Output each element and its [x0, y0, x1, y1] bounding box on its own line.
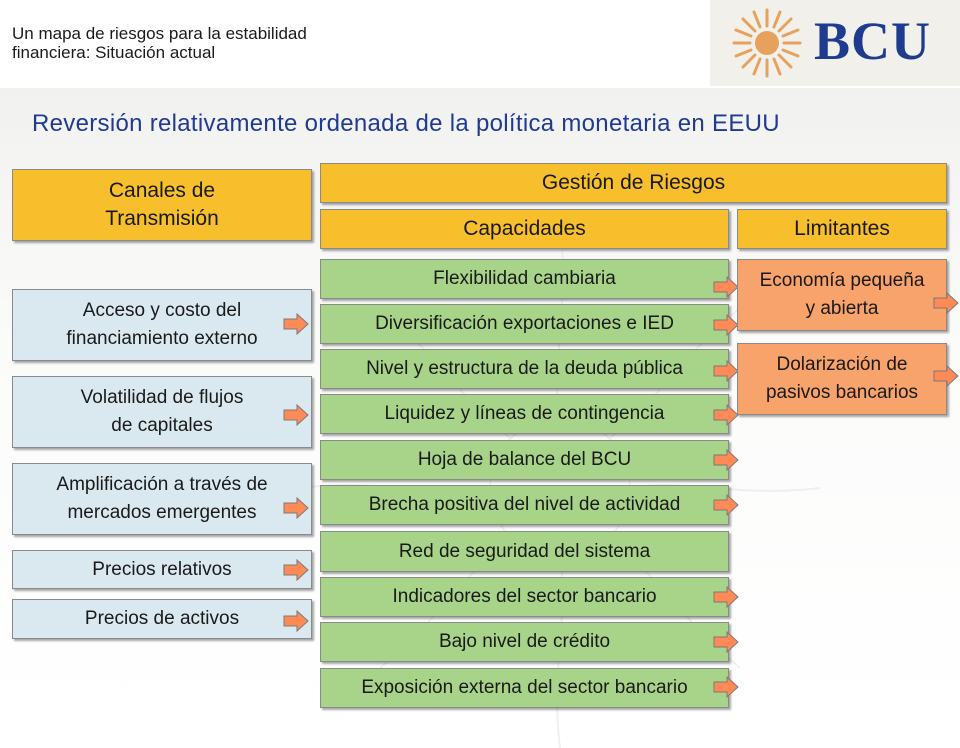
- slide-title: Reversión relativamente ordenada de la política monetaria en EEUU: [32, 110, 780, 137]
- capacity-item: Liquidez y líneas de contingencia: [320, 394, 729, 434]
- presentation-title-line1: Un mapa de riesgos para la estabilidad: [12, 24, 307, 43]
- arrow-right-icon: [283, 313, 309, 335]
- capacity-item: Red de seguridad del sistema: [320, 531, 729, 572]
- bcu-logo-text: BCU: [814, 11, 932, 71]
- limitant-small-open-economy: [737, 259, 947, 331]
- sun-icon: [730, 6, 804, 80]
- capacity-item: Hoja de balance del BCU: [320, 440, 729, 480]
- arrow-right-icon: [713, 449, 739, 471]
- channel-line1: Acceso y costo del: [82, 300, 242, 321]
- capacity-item: Exposición externa del sector bancario: [320, 668, 729, 708]
- capacity-item: Indicadores del sector bancario: [320, 577, 729, 617]
- arrow-right-icon: [713, 360, 739, 382]
- header-band: [0, 0, 960, 88]
- channel-line1: Amplificación a través de: [56, 474, 268, 495]
- arrow-right-icon: [933, 365, 959, 387]
- channel-financing: [12, 289, 312, 361]
- channel-line2: mercados emergentes: [67, 502, 257, 523]
- limitant-line2: y abierta: [805, 298, 879, 319]
- channel-line1: Precios de activos: [84, 608, 240, 629]
- capacities-header: Capacidades: [320, 209, 729, 249]
- presentation-title: [12, 24, 307, 62]
- arrow-right-icon: [713, 676, 739, 698]
- channel-asset-prices: [12, 599, 312, 639]
- capacity-item: Nivel y estructura de la deuda pública: [320, 349, 729, 389]
- limitant-line1: Dolarización de: [776, 354, 908, 375]
- limitant-line1: Economía pequeña: [759, 270, 925, 291]
- arrow-right-icon: [283, 497, 309, 519]
- arrow-right-icon: [713, 276, 739, 298]
- channel-line1: Precios relativos: [92, 558, 232, 580]
- channel-relative-prices: [12, 550, 312, 589]
- channel-line2: de capitales: [111, 415, 213, 436]
- arrow-right-icon: [283, 559, 309, 581]
- arrow-right-icon: [933, 292, 959, 314]
- arrow-right-icon: [283, 610, 309, 632]
- presentation-title-line2: financiera: Situación actual: [12, 43, 216, 62]
- channel-emerging-markets: [12, 463, 312, 535]
- capacity-item: Brecha positiva del nivel de actividad: [320, 485, 729, 525]
- channels-header-line2: Transmisión: [105, 207, 219, 230]
- capacity-item: Bajo nivel de crédito: [320, 622, 729, 662]
- limitant-line2: pasivos bancarios: [765, 382, 919, 403]
- channel-line1: Volatilidad de flujos: [80, 387, 244, 408]
- logo-panel: [710, 0, 960, 86]
- channel-line2: financiamiento externo: [66, 328, 258, 349]
- arrow-right-icon: [713, 631, 739, 653]
- arrow-right-icon: [713, 314, 739, 336]
- channels-header-line1: Canales de: [108, 179, 216, 202]
- capacity-item: Diversificación exportaciones e IED: [320, 304, 729, 344]
- limitant-dollarization: [737, 343, 947, 415]
- limitants-header: Limitantes: [737, 209, 947, 249]
- risk-management-header: Gestión de Riesgos: [320, 163, 947, 203]
- arrow-right-icon: [713, 404, 739, 426]
- capacity-item: Flexibilidad cambiaria: [320, 259, 729, 299]
- arrow-right-icon: [713, 586, 739, 608]
- arrow-right-icon: [713, 494, 739, 516]
- channels-header: [12, 169, 312, 241]
- arrow-right-icon: [283, 404, 309, 426]
- channel-capital-flows: [12, 376, 312, 448]
